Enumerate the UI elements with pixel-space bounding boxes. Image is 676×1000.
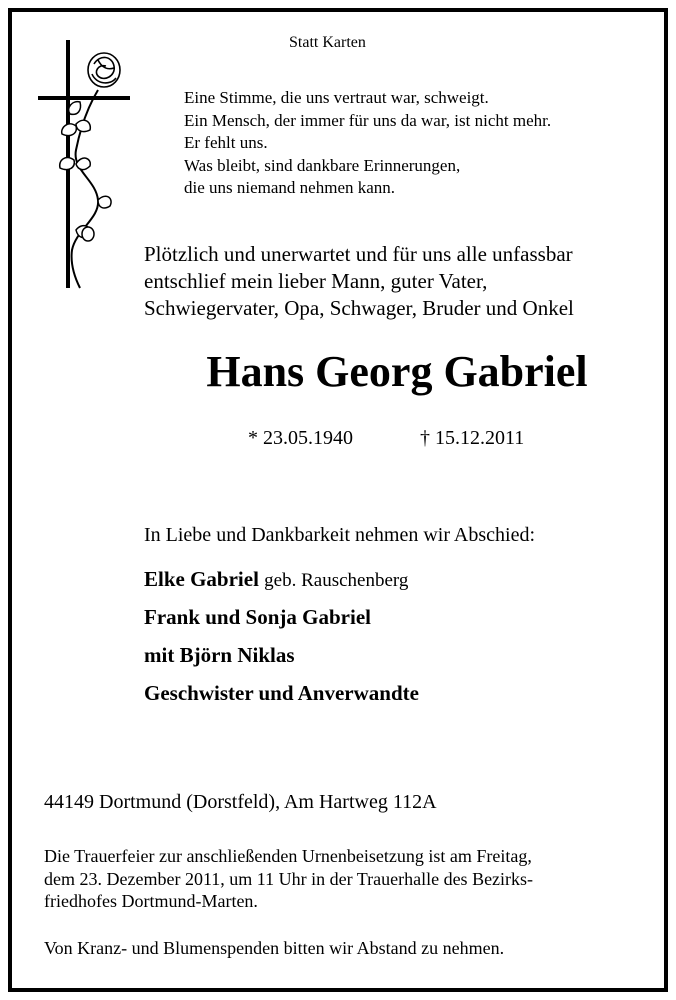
ceremony-info bbox=[44, 845, 533, 913]
poem-line: die uns niemand nehmen kann. bbox=[184, 178, 396, 197]
wife-name: Elke Gabriel bbox=[144, 567, 259, 591]
intro-line: Schwiegervater, Opa, Schwager, Bruder und Onkel bbox=[144, 296, 574, 320]
intro-line: entschlief mein lieber Mann, guter Vater, bbox=[144, 269, 488, 293]
farewell-text: In Liebe und Dankbarkeit nehmen wir Abschied: bbox=[144, 524, 535, 546]
family-line-relatives: Geschwister und Anverwandte bbox=[144, 681, 419, 705]
poem-line: Er fehlt uns. bbox=[184, 133, 268, 152]
intro-line: Plötzlich und unerwartet und für uns alle unfassbar bbox=[144, 242, 573, 266]
family-line-grandchild: mit Björn Niklas bbox=[144, 643, 295, 667]
statt-karten-label: Statt Karten bbox=[289, 34, 366, 51]
wife-maiden-name: geb. Rauschenberg bbox=[264, 570, 409, 591]
intro-text bbox=[144, 241, 574, 322]
poem-line: Eine Stimme, die uns vertraut war, schweigt. bbox=[184, 88, 489, 107]
birth-date: * 23.05.1940 bbox=[248, 427, 353, 449]
poem-line: Ein Mensch, der immer für uns da war, ist nicht mehr. bbox=[184, 110, 552, 130]
deceased-name-row bbox=[0, 346, 676, 397]
address: 44149 Dortmund (Dorstfeld), Am Hartweg 112A bbox=[44, 791, 437, 813]
cross-with-rose-icon bbox=[36, 40, 132, 290]
family-wife bbox=[144, 567, 408, 592]
ceremony-line: friedhofes Dortmund-Marten. bbox=[44, 891, 258, 911]
poem bbox=[184, 87, 551, 200]
family-line-children: Frank und Sonja Gabriel bbox=[144, 605, 371, 629]
ceremony-line: dem 23. Dezember 2011, um 11 Uhr in der Trauerhalle des Bezirks- bbox=[44, 868, 534, 889]
flower-request: Von Kranz- und Blumenspenden bitten wir Abstand zu nehmen. bbox=[44, 938, 505, 958]
ceremony-line: Die Trauerfeier zur anschließenden Urnenbeisetzung ist am Freitag, bbox=[44, 846, 532, 866]
death-date: † 15.12.2011 bbox=[420, 427, 525, 449]
deceased-name: Hans Georg Gabriel bbox=[206, 347, 588, 396]
poem-line: Was bleibt, sind dankbare Erinnerungen, bbox=[184, 155, 461, 175]
